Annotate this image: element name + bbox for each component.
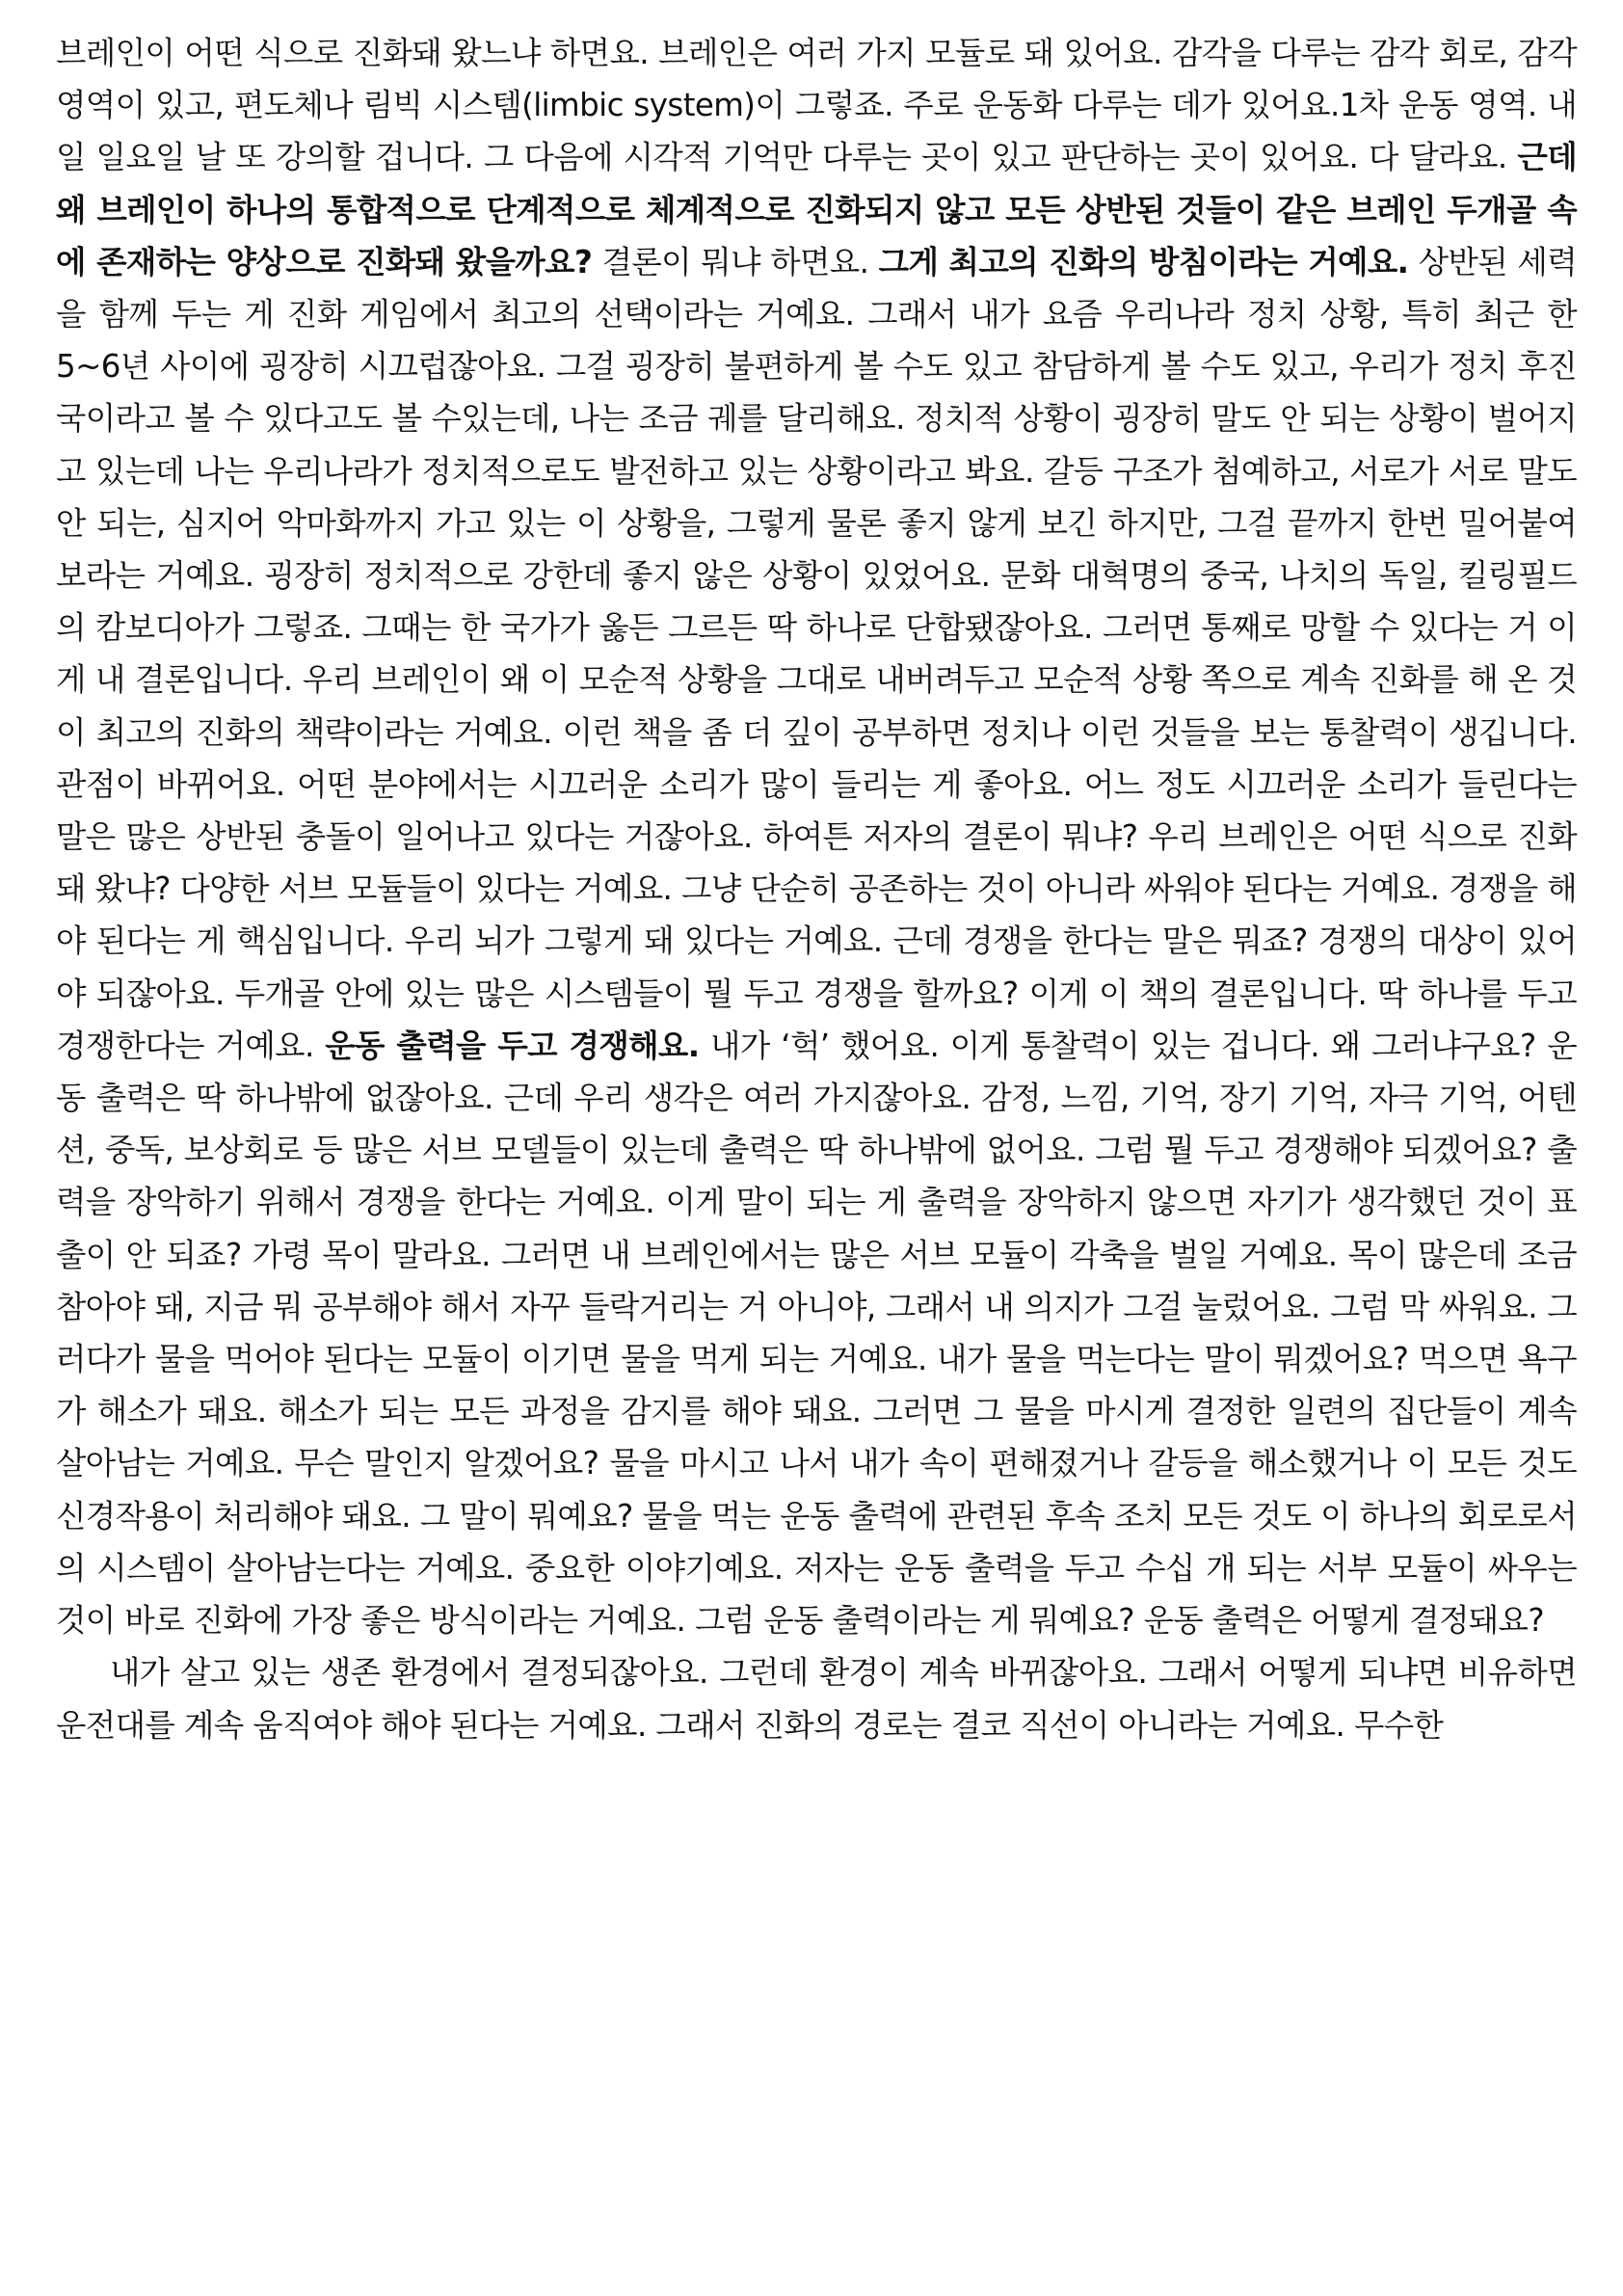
document-body — [56, 27, 1577, 1751]
text-run: 내가 ‘헉’ 했어요. 이게 통찰력이 있는 겁니다. 왜 그러냐구요? 운동 출력은 딱 하나밖에 없잖아요. 근데 우리 생각은 여러 가지잖아요. 감정, 느낌, 기억, 장기 기억, 자극 기억, 어텐션, 중독, 보상회로 등 많은 서브 모델들이 있는데 출력은 딱 하나밖에 없어요. 그럼 뭘 두고 경쟁해야 되겠어요? 출력을 장악하기 위해서 경쟁을 한다는 거예요. 이게 말이 되는 게 출력을 장악하지 않으면 자기가 생각했던 것이 표출이 안 되죠? 가령 목이 말라요. 그러면 내 브레인에서는 많은 서브 모듈이 각축을 벌일 거예요. 목이 많은데 조금 참아야 돼, 지금 뭐 공부해야 해서 자꾸 들락거리는 거 아니야, 그래서 내 의지가 그걸 눌렀어요. 그럼 막 싸워요. 그러다가 물을 먹어야 된다는 모듈이 이기면 물을 먹게 되는 거예요. 내가 물을 먹는다는 말이 뭐겠어요? 먹으면 욕구가 해소가 돼요. 해소가 되는 모든 과정을 감지를 해야 돼요. 그러면 그 물을 마시게 결정한 일련의 집단들이 계속 살아남는 거예요. 무슨 말인지 알겠어요? 물을 마시고 나서 내가 속이 편해졌거나 갈등을 해소했거나 이 모든 것도 신경작용이 처리해야 돼요. 그 말이 뭐예요? 물을 먹는 운동 출력에 관련된 후속 조치 모든 것도 이 하나의 회로로서 의 시스템이 살아남는다는 거예요. 중요한 이야기예요. 저자는 운동 출력을 두고 수십 개 되는 서부 모듈이 싸우는 것이 바로 진화에 가장 좋은 방식이라는 거예요. 그럼 운동 출력이라는 게 뭐예요? 운동 출력은 어떻게 결정돼요? — [56, 1027, 1577, 1640]
paragraph-1 — [56, 27, 1577, 1646]
text-run: 브레인이 어떤 식으로 진화돼 왔느냐 하면요. 브레인은 여러 가지 모듈로 돼 있어요. 감각을 다루는 감각 회로, 감각 영역이 있고, 편도체나 림빅 시스템(limbic system)이 그렇죠. 주로 운동화 다루는 데가 있어요.1차 운동 영역. 내일 일요일 날 또 강의할 겁니다. 그 다음에 시각적 기억만 다루는 곳이 있고 판단하는 곳이 있어요. 다 달라요. — [56, 35, 1577, 176]
text-run: 상반된 세력을 함께 두는 게 진화 게임에서 최고의 선택이라는 거예요. 그래서 내가 요즘 우리나라 정치 상황, 특히 최근 한 5~6년 사이에 굉장히 시끄럽잖아요. 그걸 굉장히 불편하게 볼 수도 있고 참담하게 볼 수도 있고, 우리가 정치 후진국이라고 볼 수 있다고도 볼 수있는데, 나는 조금 궤를 달리해요. 정치적 상황이 굉장히 말도 안 되는 상황이 벌어지고 있는데 나는 우리나라가 정치적으로도 발전하고 있는 상황이라고 봐요. 갈등 구조가 첨예하고, 서로가 서로 말도 안 되는, 심지어 악마화까지 가고 있는 이 상황을, 그렇게 물론 좋지 않게 보긴 하지만, 그걸 끝까지 한번 밀어붙여보라는 거예요. 굉장히 정치적으로 강한데 좋지 않은 상황이 있었어요. 문화 대혁명의 중국, 나치의 독일, 킬링필드의 캄보디아가 그렇죠. 그때는 한 국가가 옳든 그르든 딱 하나로 단합됐잖아요. 그러면 통째로 망할 수 있다는 거 이게 내 결론입니다. 우리 브레인이 왜 이 모순적 상황을 그대로 내버려두고 모순적 상황 쪽으로 계속 진화를 해 온 것이 최고의 진화의 책략이라는 거예요. 이런 책을 좀 더 깊이 공부하면 정치나 이런 것들을 보는 통찰력이 생깁니다. 관점이 바뀌어요. 어떤 분야에서는 시끄러운 소리가 많이 들리는 게 좋아요. 어느 정도 시끄러운 소리가 들린다는 말은 많은 상반된 충돌이 일어나고 있다는 거잖아요. 하여튼 저자의 결론이 뭐냐? 우리 브레인은 어떤 식으로 진화돼 왔냐? 다양한 서브 모듈들이 있다는 거예요. 그냥 단순히 공존하는 것이 아니라 싸워야 된다는 거예요. 경쟁을 해야 된다는 게 핵심입니다. 우리 뇌가 그렇게 돼 있다는 거예요. 근데 경쟁을 한다는 말은 뭐죠? 경쟁의 대상이 있어야 되잖아요. 두개골 안에 있는 많은 시스템들이 뭘 두고 경쟁을 할까요? 이게 이 책의 결론입니다. 딱 하나를 두고 경쟁한다는 거예요. — [56, 243, 1578, 1064]
paragraph-2 — [56, 1646, 1577, 1750]
bold-text-run: 근데 왜 브레인이 하나의 통합적으로 단계적으로 체계적으로 진화되지 않고 모든 상반된 것들이 같은 브레인 두개골 속에 존재하는 양상으로 진화돼 왔을까요? — [56, 139, 1577, 280]
text-run: 내가 살고 있는 생존 환경에서 결정되잖아요. 그런데 환경이 계속 바뀌잖아요. 그래서 어떻게 되냐면 비유하면 운전대를 계속 움직여야 해야 된다는 거예요. 그래서 진화의 경로는 결코 직선이 아니라는 거예요. 무수한 — [56, 1654, 1577, 1744]
text-run: 결론이 뭐냐 하면요. — [592, 243, 879, 280]
bold-text-run: 그게 최고의 진화의 방침이라는 거예요. — [878, 243, 1409, 280]
bold-text-run: 운동 출력을 두고 경쟁해요. — [325, 1027, 700, 1064]
